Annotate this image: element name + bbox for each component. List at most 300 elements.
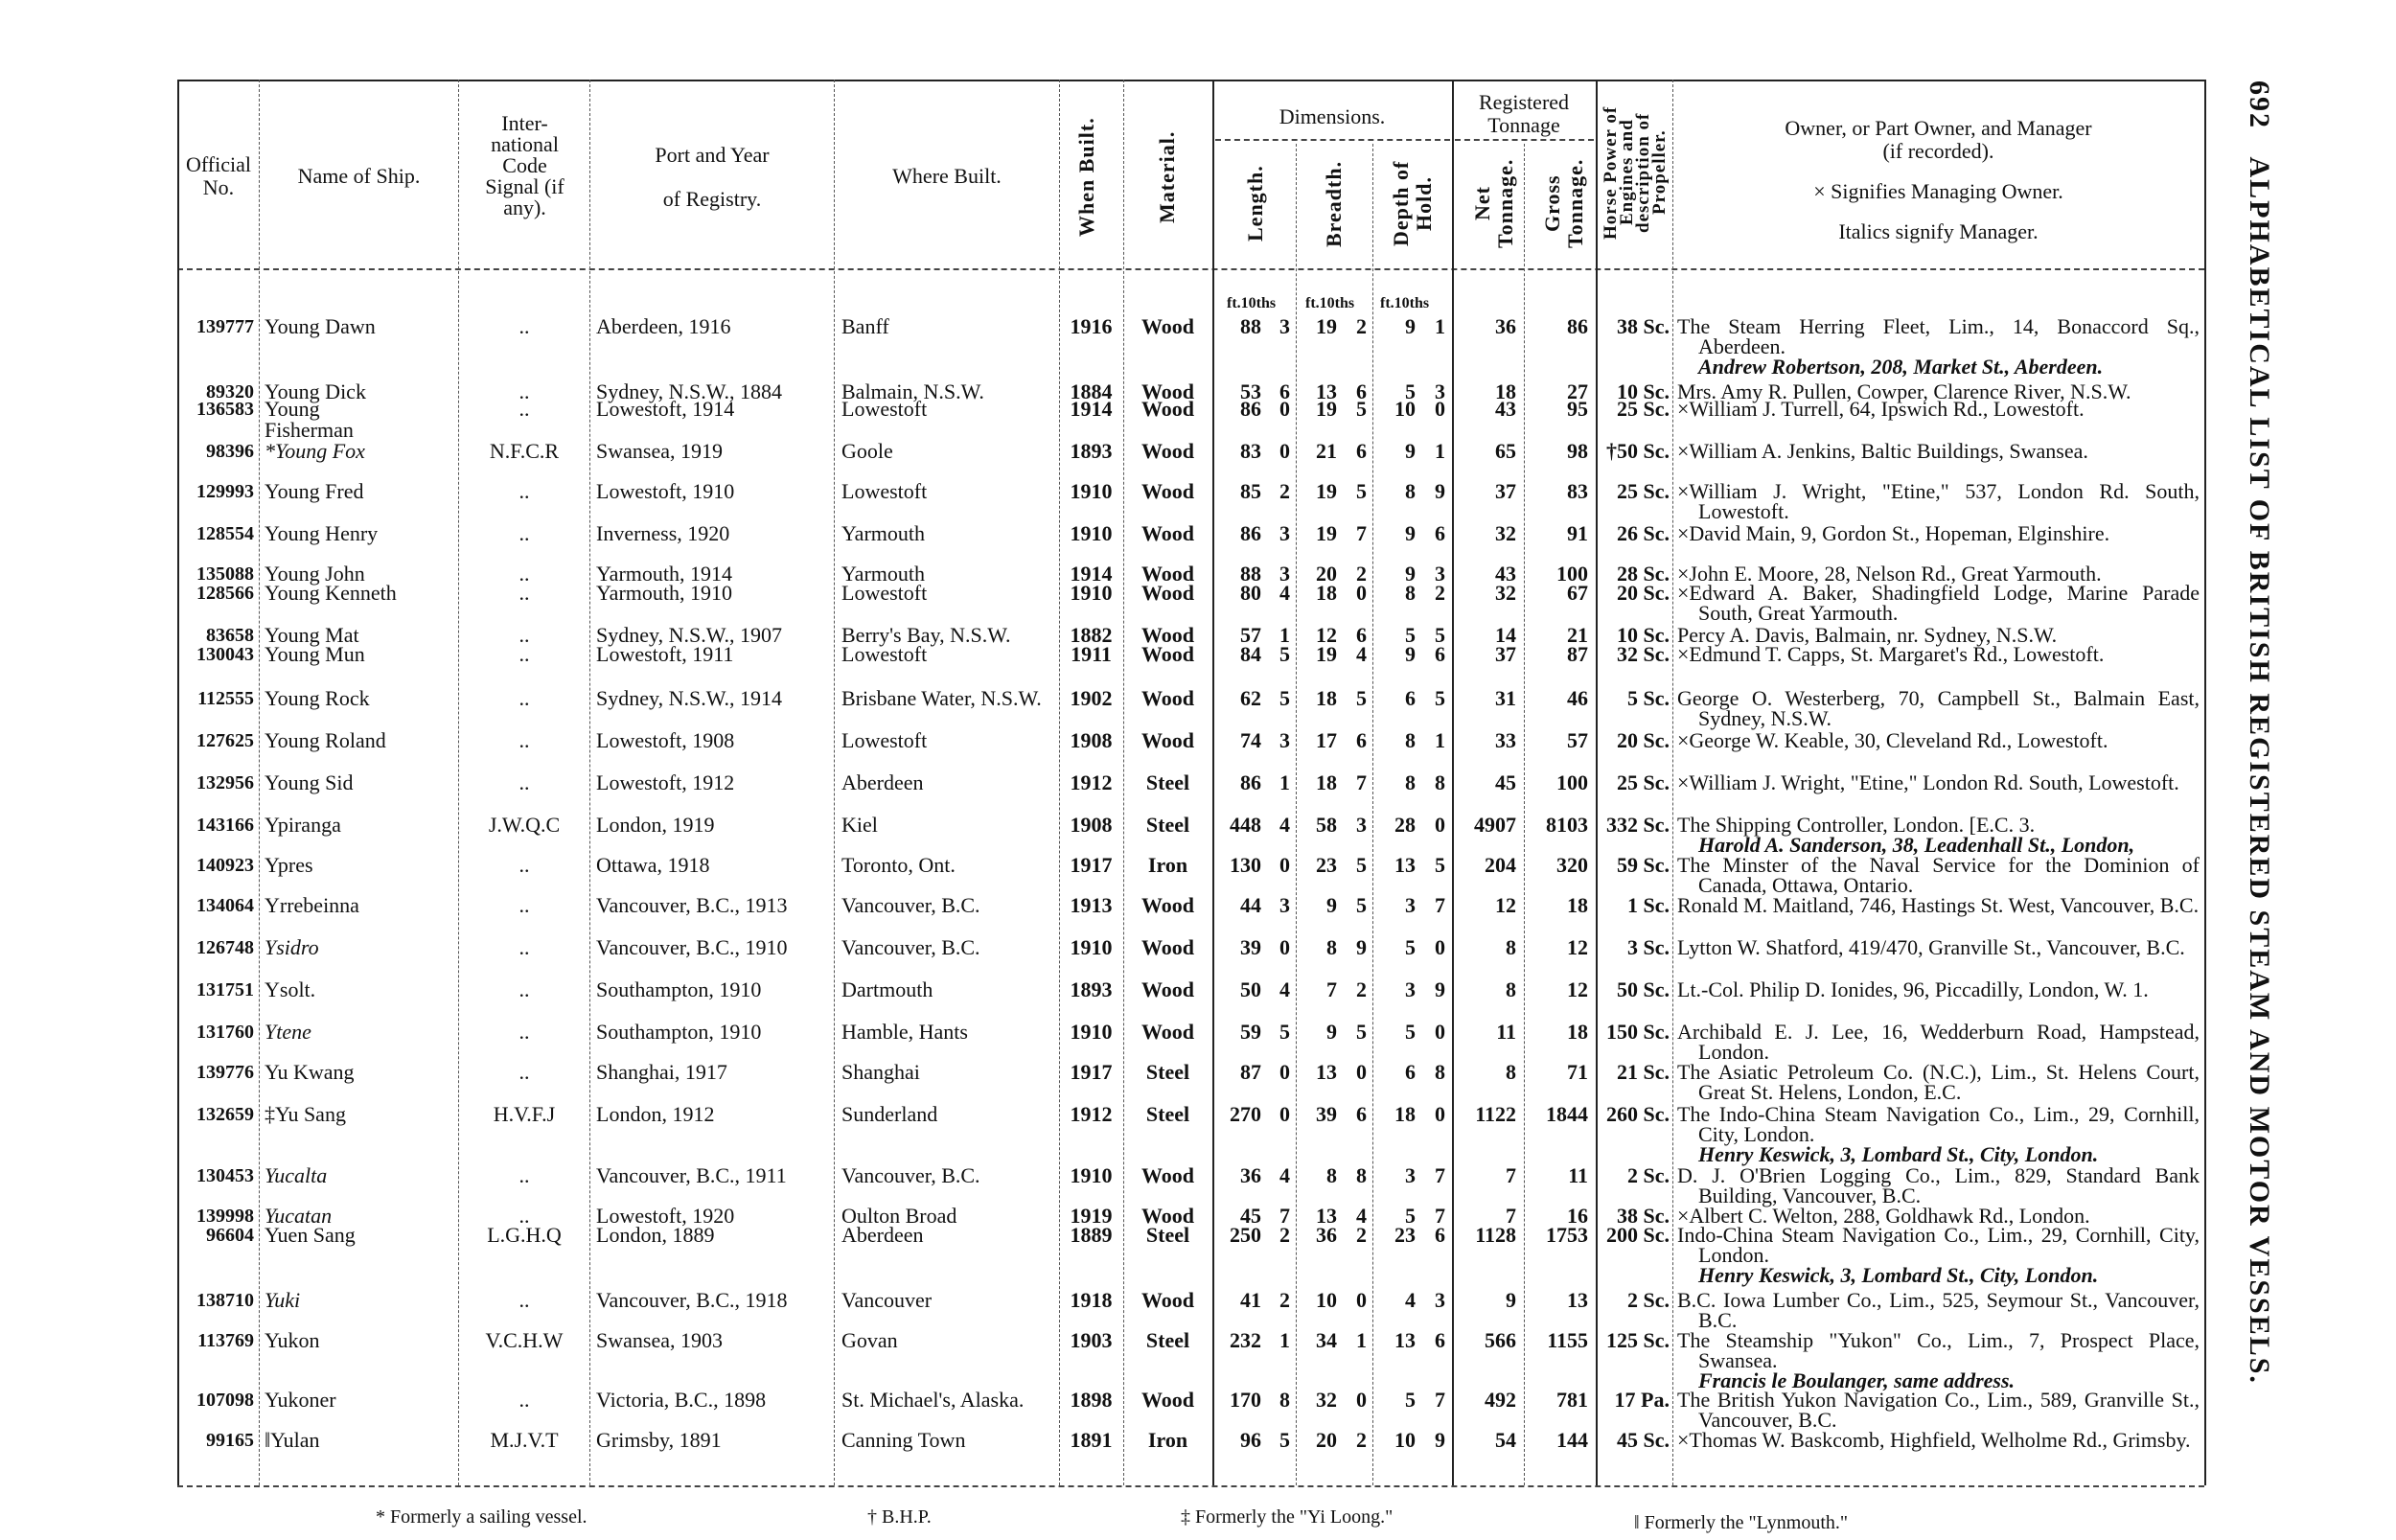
horse-power: 260 Sc. <box>1606 1102 1670 1126</box>
col-rule <box>1672 80 1673 1485</box>
material: Wood <box>1140 379 1195 403</box>
length-ft: 53 <box>1240 379 1261 403</box>
owner-entry <box>1677 855 2200 895</box>
gross-tonnage: 91 <box>1567 521 1588 545</box>
where-built: Vancouver, B.C. <box>841 1163 980 1187</box>
header-net: Net Tonnage. <box>1470 158 1517 249</box>
horse-power: 32 Sc. <box>1617 642 1670 666</box>
code-signal: J.W.Q.C <box>488 813 561 837</box>
code-signal: .. <box>518 977 530 1001</box>
owner-text: The Steam Herring Fleet, Lim., 14, Bonaccord Sq., Aberdeen. <box>1677 314 2200 358</box>
net-tonnage: 37 <box>1495 479 1516 503</box>
port-and-year: Swansea, 1903 <box>596 1328 723 1352</box>
horse-power: 38 Sc. <box>1617 1204 1670 1228</box>
depth-ft: 4 <box>1405 1288 1416 1312</box>
year-built: 1914 <box>1070 562 1113 586</box>
length-tenths: 0 <box>1279 1060 1290 1084</box>
material: Wood <box>1140 521 1195 545</box>
depth-tenths: 9 <box>1435 977 1445 1001</box>
year-built: 1908 <box>1070 728 1113 752</box>
depth-tenths: 5 <box>1435 686 1445 710</box>
depth-ft: 9 <box>1405 642 1416 666</box>
col-rule <box>834 80 835 1485</box>
length-ft: 44 <box>1240 893 1261 917</box>
header-gross: Gross Tonnage. <box>1540 158 1587 249</box>
owner-text: ×William J. Wright, "Etine," 537, London Rd. South, Lowestoft. <box>1677 479 2200 523</box>
official-number: 107098 <box>196 1390 254 1411</box>
table-bottom-rule <box>177 1485 2204 1487</box>
year-built: 1908 <box>1070 813 1113 837</box>
where-built: Goole <box>841 439 893 463</box>
material: Wood <box>1140 581 1195 605</box>
year-built: 1910 <box>1070 935 1113 959</box>
ship-name: Ysolt. <box>265 977 316 1001</box>
gross-tonnage: 18 <box>1567 893 1588 917</box>
running-title: ALPHABETICAL LIST OF BRITISH REGISTERED STEAM AND MOTOR VESSELS. <box>2244 156 2275 1385</box>
owner-text: The Shipping Controller, London. [E.C. 3. <box>1677 813 2036 837</box>
year-built: 1910 <box>1070 521 1113 545</box>
year-built: 1912 <box>1070 770 1113 794</box>
port-and-year: Ottawa, 1918 <box>596 853 710 877</box>
owner-text: ×William J. Wright, "Etine," London Rd. South, Lowestoft. <box>1677 770 2179 794</box>
breadth-ft: 10 <box>1316 1288 1337 1312</box>
ship-name: Young Dick <box>265 379 366 403</box>
horse-power: 2 Sc. <box>1627 1163 1670 1187</box>
official-number: 98396 <box>206 441 254 462</box>
depth-tenths: 0 <box>1435 1102 1445 1126</box>
gross-tonnage: 1753 <box>1546 1223 1588 1247</box>
unit-label-length: ft.10ths <box>1227 295 1277 311</box>
owner-entry <box>1677 523 2200 543</box>
breadth-tenths: 0 <box>1356 1288 1367 1312</box>
owner-text: The Indo-China Steam Navigation Co., Lim., 29, Cornhill, City, London. <box>1677 1102 2200 1146</box>
material: Wood <box>1140 1020 1195 1044</box>
material: Wood <box>1140 935 1195 959</box>
breadth-tenths: 0 <box>1356 1060 1367 1084</box>
owner-entry <box>1677 730 2200 750</box>
length-ft: 45 <box>1240 1204 1261 1228</box>
port-and-year: Lowestoft, 1920 <box>596 1204 735 1228</box>
code-signal: .. <box>518 935 530 959</box>
length-tenths: 1 <box>1279 623 1290 647</box>
port-and-year: Sydney, N.S.W., 1907 <box>596 623 782 647</box>
where-built: Vancouver, B.C. <box>841 893 980 917</box>
horse-power: 20 Sc. <box>1617 581 1670 605</box>
page-side-title <box>2243 80 2275 1385</box>
port-and-year: London, 1889 <box>596 1223 715 1247</box>
year-built: 1917 <box>1070 853 1113 877</box>
code-signal: L.G.H.Q <box>487 1223 562 1247</box>
year-built: 1910 <box>1070 1020 1113 1044</box>
breadth-tenths: 7 <box>1356 521 1367 545</box>
length-ft: 80 <box>1240 581 1261 605</box>
material: Wood <box>1140 314 1195 338</box>
depth-tenths: 5 <box>1435 623 1445 647</box>
length-tenths: 5 <box>1279 1020 1290 1044</box>
year-built: 1912 <box>1070 1102 1113 1126</box>
ship-name: Yukon <box>265 1328 320 1352</box>
official-number: 127625 <box>196 730 254 751</box>
breadth-ft: 13 <box>1316 1060 1337 1084</box>
length-ft: 41 <box>1240 1288 1261 1312</box>
depth-ft: 13 <box>1394 1328 1416 1352</box>
year-built: 1911 <box>1071 642 1112 666</box>
manager-text: Francis le Boulanger, same address. <box>1698 1368 2016 1392</box>
depth-tenths: 5 <box>1435 853 1445 877</box>
breadth-tenths: 2 <box>1356 977 1367 1001</box>
unit-label-depth: ft.10ths <box>1380 295 1430 311</box>
year-built: 1919 <box>1070 1204 1113 1228</box>
ship-name: Ypiranga <box>265 813 341 837</box>
depth-tenths: 2 <box>1435 581 1445 605</box>
owner-text: ×William J. Turrell, 64, Ipswich Rd., Lowestoft. <box>1677 397 2085 421</box>
length-tenths: 6 <box>1279 379 1290 403</box>
ship-name: Young John <box>265 562 365 586</box>
depth-tenths: 7 <box>1435 1163 1445 1187</box>
where-built: St. Michael's, Alaska. <box>841 1388 1025 1412</box>
ship-name: Young Dawn <box>265 314 376 338</box>
code-signal: .. <box>518 1388 530 1412</box>
length-tenths: 2 <box>1279 1223 1290 1247</box>
horse-power: 28 Sc. <box>1617 562 1670 586</box>
where-built: Balmain, N.S.W. <box>841 379 984 403</box>
breadth-ft: 39 <box>1316 1102 1337 1126</box>
code-signal: .. <box>518 521 530 545</box>
where-built: Yarmouth <box>841 562 926 586</box>
material: Wood <box>1140 1388 1195 1412</box>
year-built: 1910 <box>1070 581 1113 605</box>
header-owner-4: Italics signify Manager. <box>1838 219 2039 243</box>
material: Wood <box>1140 479 1195 503</box>
official-number: 135088 <box>196 563 254 585</box>
owner-entry <box>1677 1330 2200 1391</box>
gross-tonnage: 57 <box>1567 728 1588 752</box>
owner-text: D. J. O'Brien Logging Co., Lim., 829, Standard Bank Building, Vancouver, B.C. <box>1677 1163 2200 1207</box>
material: Steel <box>1145 813 1190 837</box>
material: Wood <box>1140 977 1195 1001</box>
net-tonnage: 36 <box>1495 314 1516 338</box>
net-tonnage: 8 <box>1506 1060 1516 1084</box>
breadth-ft: 19 <box>1316 479 1337 503</box>
year-built: 1884 <box>1070 379 1113 403</box>
depth-tenths: 6 <box>1435 1223 1445 1247</box>
where-built: Shanghai <box>841 1060 920 1084</box>
length-ft: 74 <box>1240 728 1261 752</box>
horse-power: 25 Sc. <box>1617 770 1670 794</box>
breadth-tenths: 2 <box>1356 314 1367 338</box>
breadth-ft: 8 <box>1326 1163 1337 1187</box>
horse-power: 38 Sc. <box>1617 314 1670 338</box>
horse-power: 1 Sc. <box>1627 893 1670 917</box>
depth-tenths: 6 <box>1435 1328 1445 1352</box>
breadth-ft: 19 <box>1316 314 1337 338</box>
owner-entry <box>1677 1104 2200 1164</box>
breadth-ft: 19 <box>1316 521 1337 545</box>
depth-ft: 3 <box>1405 1163 1416 1187</box>
ship-name: Young Mun <box>265 642 365 666</box>
depth-ft: 5 <box>1405 1020 1416 1044</box>
code-signal: .. <box>518 770 530 794</box>
horse-power: 332 Sc. <box>1606 813 1670 837</box>
net-tonnage: 566 <box>1485 1328 1516 1352</box>
port-and-year: Vancouver, B.C., 1913 <box>596 893 788 917</box>
horse-power: 5 Sc. <box>1627 686 1670 710</box>
footnote-bhp: † B.H.P. <box>867 1506 932 1528</box>
depth-tenths: 3 <box>1435 1288 1445 1312</box>
ship-name: Young Mat <box>265 623 359 647</box>
col-rule <box>589 80 590 1485</box>
depth-tenths: 1 <box>1435 728 1445 752</box>
port-and-year: Inverness, 1920 <box>596 521 730 545</box>
material: Wood <box>1140 728 1195 752</box>
tonnage-subrule <box>1455 139 1594 141</box>
depth-tenths: 0 <box>1435 935 1445 959</box>
where-built: Hamble, Hants <box>841 1020 968 1044</box>
year-built: 1903 <box>1070 1328 1113 1352</box>
dimensions-subrule <box>1215 139 1450 141</box>
ship-name: Yrrebeinna <box>265 893 359 917</box>
manager-text: Andrew Robertson, 208, Market St., Aberdeen. <box>1698 355 2104 379</box>
length-tenths: 0 <box>1279 397 1290 421</box>
depth-tenths: 3 <box>1435 379 1445 403</box>
owner-entry <box>1677 481 2200 521</box>
owner-text: ×Edmund T. Capps, St. Margaret's Rd., Lowestoft. <box>1677 642 2105 666</box>
depth-tenths: 6 <box>1435 642 1445 666</box>
net-tonnage: 33 <box>1495 728 1516 752</box>
depth-ft: 28 <box>1394 813 1416 837</box>
length-ft: 170 <box>1230 1388 1261 1412</box>
port-and-year: Vancouver, B.C., 1918 <box>596 1288 788 1312</box>
where-built: Aberdeen <box>841 770 924 794</box>
port-and-year: Sydney, N.S.W., 1914 <box>596 686 782 710</box>
breadth-tenths: 7 <box>1356 770 1367 794</box>
breadth-ft: 13 <box>1316 1204 1337 1228</box>
depth-tenths: 1 <box>1435 314 1445 338</box>
net-tonnage: 7 <box>1506 1163 1516 1187</box>
material: Steel <box>1145 1060 1190 1084</box>
horse-power: 200 Sc. <box>1606 1223 1670 1247</box>
code-signal: .. <box>518 314 530 338</box>
unit-label-breadth: ft.10ths <box>1305 295 1355 311</box>
where-built: Vancouver, B.C. <box>841 935 980 959</box>
code-signal: .. <box>518 581 530 605</box>
gross-tonnage: 27 <box>1567 379 1588 403</box>
manager-text: Henry Keswick, 3, Lombard St., City, London. <box>1698 1263 2099 1287</box>
owner-text: Lt.-Col. Philip D. Ionides, 96, Piccadilly, London, W. 1. <box>1677 977 2149 1001</box>
col-rule <box>259 80 260 1485</box>
code-signal: .. <box>518 623 530 647</box>
length-ft: 62 <box>1240 686 1261 710</box>
ship-name: Yucatan <box>265 1204 333 1228</box>
breadth-tenths: 6 <box>1356 379 1367 403</box>
code-signal: .. <box>518 853 530 877</box>
where-built: Vancouver <box>841 1288 933 1312</box>
net-tonnage: 32 <box>1495 581 1516 605</box>
material: Steel <box>1145 1102 1190 1126</box>
where-built: Oulton Broad <box>841 1204 957 1228</box>
length-tenths: 4 <box>1279 581 1290 605</box>
material: Wood <box>1140 623 1195 647</box>
header-signal: Inter-national Code Signal (if any). <box>485 111 564 219</box>
length-ft: 86 <box>1240 770 1261 794</box>
code-signal: .. <box>518 479 530 503</box>
net-tonnage: 8 <box>1506 977 1516 1001</box>
owner-entry <box>1677 1430 2200 1450</box>
breadth-ft: 18 <box>1316 581 1337 605</box>
owner-text: Indo-China Steam Navigation Co., Lim., 29, Cornhill, City, London. <box>1677 1223 2200 1267</box>
where-built: Berry's Bay, N.S.W. <box>841 623 1011 647</box>
depth-ft: 9 <box>1405 562 1416 586</box>
length-tenths: 3 <box>1279 314 1290 338</box>
material: Wood <box>1140 1204 1195 1228</box>
owner-text: ×Edward A. Baker, Shadingfield Lodge, Marine Parade South, Great Yarmouth. <box>1677 581 2200 625</box>
official-number: 139777 <box>196 316 254 337</box>
ship-name: Young Kenneth <box>265 581 397 605</box>
breadth-tenths: 2 <box>1356 1223 1367 1247</box>
ship-name: Yu Kwang <box>265 1060 355 1084</box>
header-dimensions: Dimensions. <box>1279 104 1386 128</box>
depth-ft: 8 <box>1405 728 1416 752</box>
port-and-year: Aberdeen, 1916 <box>596 314 731 338</box>
official-number: 134064 <box>196 895 254 916</box>
official-number: 136583 <box>196 399 254 420</box>
horse-power: 25 Sc. <box>1617 479 1670 503</box>
official-number: 128566 <box>196 583 254 604</box>
port-and-year: Lowestoft, 1912 <box>596 770 735 794</box>
gross-tonnage: 1155 <box>1547 1328 1588 1352</box>
official-number: 130043 <box>196 644 254 665</box>
length-tenths: 0 <box>1279 853 1290 877</box>
length-ft: 448 <box>1230 813 1261 837</box>
official-number: 131751 <box>196 979 254 1000</box>
depth-tenths: 7 <box>1435 1204 1445 1228</box>
where-built: Banff <box>841 314 889 338</box>
ship-name: Young Rock <box>265 686 370 710</box>
material: Wood <box>1140 397 1195 421</box>
depth-ft: 9 <box>1405 314 1416 338</box>
net-tonnage: 45 <box>1495 770 1516 794</box>
owner-entry <box>1677 772 2200 793</box>
net-tonnage: 11 <box>1496 1020 1516 1044</box>
horse-power: 17 Pa. <box>1614 1388 1670 1412</box>
year-built: 1918 <box>1070 1288 1113 1312</box>
where-built: Govan <box>841 1328 898 1352</box>
port-and-year: Vancouver, B.C., 1910 <box>596 935 788 959</box>
length-tenths: 3 <box>1279 562 1290 586</box>
breadth-tenths: 0 <box>1356 581 1367 605</box>
header-name: Name of Ship. <box>297 164 421 188</box>
code-signal: .. <box>518 1288 530 1312</box>
net-tonnage: 1128 <box>1475 1223 1516 1247</box>
code-signal: .. <box>518 686 530 710</box>
where-built: Canning Town <box>841 1428 966 1452</box>
where-built: Lowestoft <box>841 581 928 605</box>
owner-text: ×David Main, 9, Gordon St., Hopeman, Elginshire. <box>1677 521 2110 545</box>
code-signal: .. <box>518 642 530 666</box>
header-tonnage: Registered Tonnage <box>1478 90 1570 137</box>
footnote-lynmouth: ‖ Formerly the "Lynmouth." <box>1634 1512 1849 1533</box>
length-tenths: 1 <box>1279 1328 1290 1352</box>
port-and-year: Sydney, N.S.W., 1884 <box>596 379 782 403</box>
length-ft: 59 <box>1240 1020 1261 1044</box>
depth-ft: 9 <box>1405 439 1416 463</box>
breadth-tenths: 5 <box>1356 397 1367 421</box>
length-ft: 84 <box>1240 642 1261 666</box>
gross-tonnage: 100 <box>1556 770 1588 794</box>
length-ft: 88 <box>1240 562 1261 586</box>
official-number: 130453 <box>196 1165 254 1186</box>
year-built: 1917 <box>1070 1060 1113 1084</box>
depth-ft: 9 <box>1405 521 1416 545</box>
horse-power: 45 Sc. <box>1617 1428 1670 1452</box>
net-tonnage: 37 <box>1495 642 1516 666</box>
depth-ft: 3 <box>1405 977 1416 1001</box>
length-tenths: 5 <box>1279 1428 1290 1452</box>
header-material: Material. <box>1155 130 1179 224</box>
official-number: 132659 <box>196 1104 254 1125</box>
material: Wood <box>1140 562 1195 586</box>
horse-power: 125 Sc. <box>1606 1328 1670 1352</box>
where-built: Toronto, Ont. <box>841 853 956 877</box>
horse-power: 26 Sc. <box>1617 521 1670 545</box>
length-ft: 39 <box>1240 935 1261 959</box>
breadth-ft: 32 <box>1316 1388 1337 1412</box>
owner-entry <box>1677 399 2200 419</box>
official-number: 143166 <box>196 815 254 836</box>
depth-ft: 5 <box>1405 1204 1416 1228</box>
depth-tenths: 0 <box>1435 397 1445 421</box>
depth-tenths: 7 <box>1435 1388 1445 1412</box>
depth-ft: 6 <box>1405 686 1416 710</box>
port-and-year: Lowestoft, 1908 <box>596 728 735 752</box>
horse-power: 20 Sc. <box>1617 728 1670 752</box>
length-tenths: 4 <box>1279 977 1290 1001</box>
length-ft: 57 <box>1240 623 1261 647</box>
length-ft: 86 <box>1240 521 1261 545</box>
header-owner-1: Owner, or Part Owner, and Manager <box>1785 116 2092 140</box>
depth-ft: 5 <box>1405 1388 1416 1412</box>
footnote-yi-loong: ‡ Formerly the "Yi Loong." <box>1181 1506 1394 1528</box>
where-built: Lowestoft <box>841 728 928 752</box>
owner-text: ×Albert C. Welton, 288, Goldhawk Rd., London. <box>1677 1204 2090 1228</box>
code-signal: .. <box>518 379 530 403</box>
net-tonnage: 7 <box>1506 1204 1516 1228</box>
where-built: Kiel <box>841 813 878 837</box>
ship-name: Yuki <box>265 1288 301 1312</box>
port-and-year: London, 1919 <box>596 813 715 837</box>
official-number: 96604 <box>206 1225 254 1246</box>
where-built: Sunderland <box>841 1102 938 1126</box>
ship-name: ‖Yulan <box>265 1428 320 1452</box>
net-tonnage: 65 <box>1495 439 1516 463</box>
length-ft: 50 <box>1240 977 1261 1001</box>
code-signal: M.J.V.T <box>490 1428 559 1452</box>
year-built: 1893 <box>1070 977 1113 1001</box>
owner-text: George O. Westerberg, 70, Campbell St., Balmain East, Sydney, N.S.W. <box>1677 686 2200 730</box>
owner-text: Archibald E. J. Lee, 16, Wedderburn Road, Hampstead, London. <box>1677 1020 2200 1064</box>
owner-text: ×Thomas W. Baskcomb, Highfield, Welholme Rd., Grimsby. <box>1677 1428 2191 1452</box>
breadth-ft: 20 <box>1316 1428 1337 1452</box>
ship-name: ‡Yu Sang <box>265 1102 346 1126</box>
owner-text: The British Yukon Navigation Co., Lim., 589, Granville St., Vancouver, B.C. <box>1677 1388 2200 1432</box>
length-tenths: 0 <box>1279 439 1290 463</box>
year-built: 1889 <box>1070 1223 1113 1247</box>
gross-tonnage: 71 <box>1567 1060 1588 1084</box>
gross-tonnage: 12 <box>1567 935 1588 959</box>
port-and-year: Southampton, 1910 <box>596 977 762 1001</box>
material: Wood <box>1140 439 1195 463</box>
depth-tenths: 9 <box>1435 1428 1445 1452</box>
